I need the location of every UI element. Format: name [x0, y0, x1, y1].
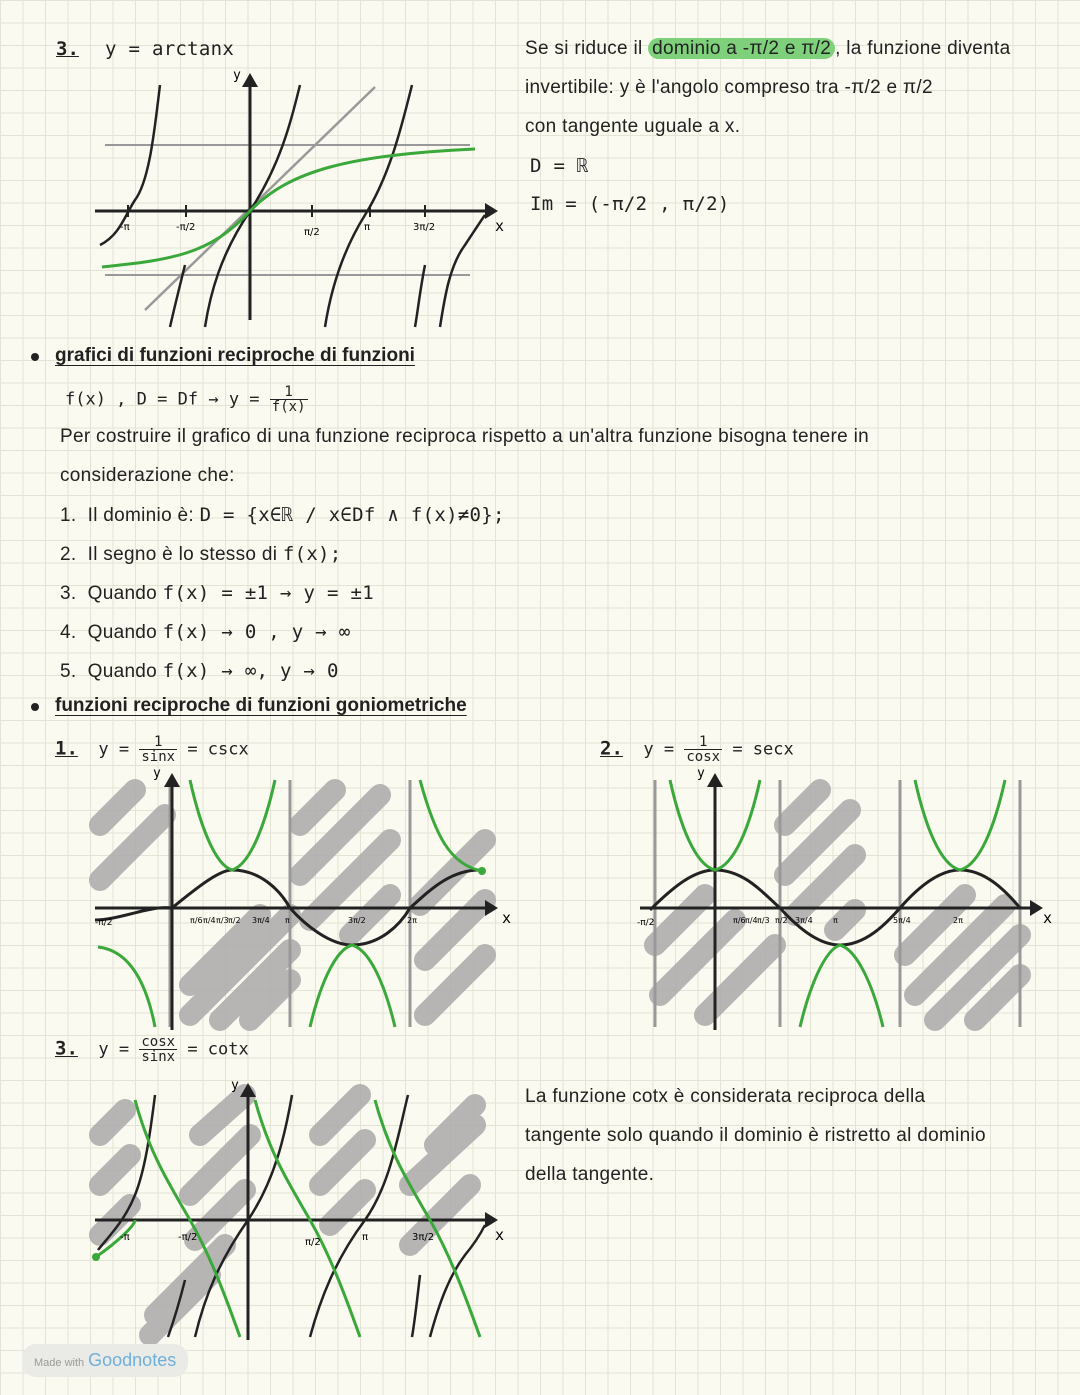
tick-label: 3π/4	[252, 916, 270, 925]
cot-formula: 3. y = $\frac{\cos x}{\sin x}$ = cotx	[55, 1034, 249, 1065]
tick-label: π/4	[745, 916, 758, 925]
axis-x-label: x	[1043, 909, 1053, 927]
tick-label: π/2	[775, 916, 788, 925]
reciprocal-heading: grafici di funzioni reciproche di funzioni	[55, 345, 415, 366]
axis-y-label: y	[233, 68, 241, 83]
rule-item: 3. Quando f(x) = ±1 → y = ±1	[60, 582, 374, 604]
tick-label: π/3	[216, 916, 229, 925]
cot-graph	[90, 1075, 520, 1345]
intro-line1: Per costruire il grafico di una funzione reciproca rispetto a un'altra funzione bisogna tenere in	[60, 426, 870, 447]
domain-highlight: dominio a -π/2 e π/2	[648, 38, 835, 59]
tick-label: -π/2	[637, 918, 655, 928]
cot-note-line3: della tangente.	[525, 1164, 655, 1185]
tick-label: π/4	[203, 916, 216, 925]
tan-branch	[205, 85, 300, 327]
hatch-pattern	[655, 790, 1020, 1020]
tick-label: -π	[120, 1232, 130, 1243]
axis-x-label: x	[502, 909, 512, 927]
tick-label: -π/2	[176, 222, 196, 233]
tick-label: -π/2	[178, 1232, 198, 1243]
tick-label: π/2	[305, 1237, 321, 1248]
csc-formula: 1. y = $\frac{1}{\sin x}$ = cscx	[55, 734, 249, 765]
tick-label: 5π/4	[893, 916, 911, 925]
csc-graph	[90, 765, 520, 1035]
made-with-label: Made with	[34, 1357, 85, 1369]
rule-item: 5. Quando f(x) → ∞, y → 0	[60, 660, 339, 682]
cot-note-line2: tangente solo quando il dominio è ristretto al dominio	[525, 1125, 986, 1146]
brand-label: Goodnotes	[88, 1350, 177, 1370]
gonio-heading: funzioni reciproche di funzioni goniometriche	[55, 695, 467, 716]
arctan-curve	[102, 149, 475, 267]
hatch-pattern	[100, 790, 485, 1020]
tan-branch	[100, 85, 160, 245]
tick-label: 2π	[953, 916, 963, 925]
intro-line2: considerazione che:	[60, 465, 235, 486]
tick-label: π	[833, 916, 838, 925]
csc-branch	[98, 947, 155, 1027]
axis-y-label: y	[153, 766, 161, 781]
arctan-image: Im = (-π/2 , π/2)	[530, 193, 730, 215]
tick-label: π/2	[304, 227, 320, 238]
tick-label: π/3	[757, 916, 770, 925]
tick-label: π	[364, 222, 371, 233]
cot-note-line1: La funzione cotx è considerata reciproca della	[525, 1086, 926, 1107]
tick-label: 2π	[407, 916, 417, 925]
arctan-graph	[90, 65, 520, 330]
bullet	[31, 353, 39, 361]
tick-label: π/6	[733, 916, 746, 925]
arctan-domain: D = ℝ	[530, 155, 589, 177]
tan-branch	[440, 215, 485, 327]
axis-x-label: x	[495, 1226, 505, 1244]
rule-item: 1. Il dominio è: D = {x∈ℝ / x∈Df ∧ f(x)≠0};	[60, 504, 505, 526]
tick-label: 3π/2	[348, 916, 366, 925]
sec-graph	[635, 765, 1055, 1035]
tick-label: π	[285, 916, 290, 925]
sec-branch	[915, 780, 1005, 870]
rule-item: 2. Il segno è lo stesso di f(x);	[60, 543, 342, 565]
tick-label: π/2	[228, 916, 241, 925]
tick-label: -π/2	[95, 918, 113, 928]
arctan-desc-line2: invertibile: y è l'angolo compreso tra -π/2 e π/2	[525, 77, 933, 98]
bullet	[31, 703, 39, 711]
goodnotes-badge[interactable]	[22, 1344, 188, 1377]
section-number: 3.	[56, 38, 79, 60]
axis-y-label: y	[697, 766, 705, 781]
rule-item: 4. Quando f(x) → 0 , y → ∞	[60, 621, 351, 643]
bisector-line	[145, 87, 375, 310]
arctan-desc-line1: Se si riduce il dominio a -π/2 e π/2 , la funzione diventa	[525, 38, 1011, 59]
csc-branch	[310, 945, 395, 1027]
y-arrow	[242, 73, 258, 87]
axis-x-label: x	[495, 217, 505, 235]
tick-label: -π	[120, 222, 130, 233]
tick-label: π/6	[190, 916, 203, 925]
tick-label: 3π/4	[795, 916, 813, 925]
reciprocal-formula: f(x) , D = Df → y = $\frac{1}{f(x)}$	[65, 384, 306, 415]
hatch-pattern	[100, 1095, 475, 1335]
tick-label: 3π/2	[413, 222, 436, 233]
arctan-formula: y = arctanx	[105, 38, 235, 60]
sec-formula: 2. y = $\frac{1}{\cos x}$ = secx	[600, 734, 794, 765]
arctan-desc-line3: con tangente uguale a x.	[525, 116, 741, 137]
axis-y-label: y	[231, 1078, 239, 1093]
tick-label: 3π/2	[412, 1232, 435, 1243]
csc-branch	[190, 780, 275, 870]
tick-label: π	[362, 1232, 369, 1243]
sec-branch	[800, 945, 883, 1027]
